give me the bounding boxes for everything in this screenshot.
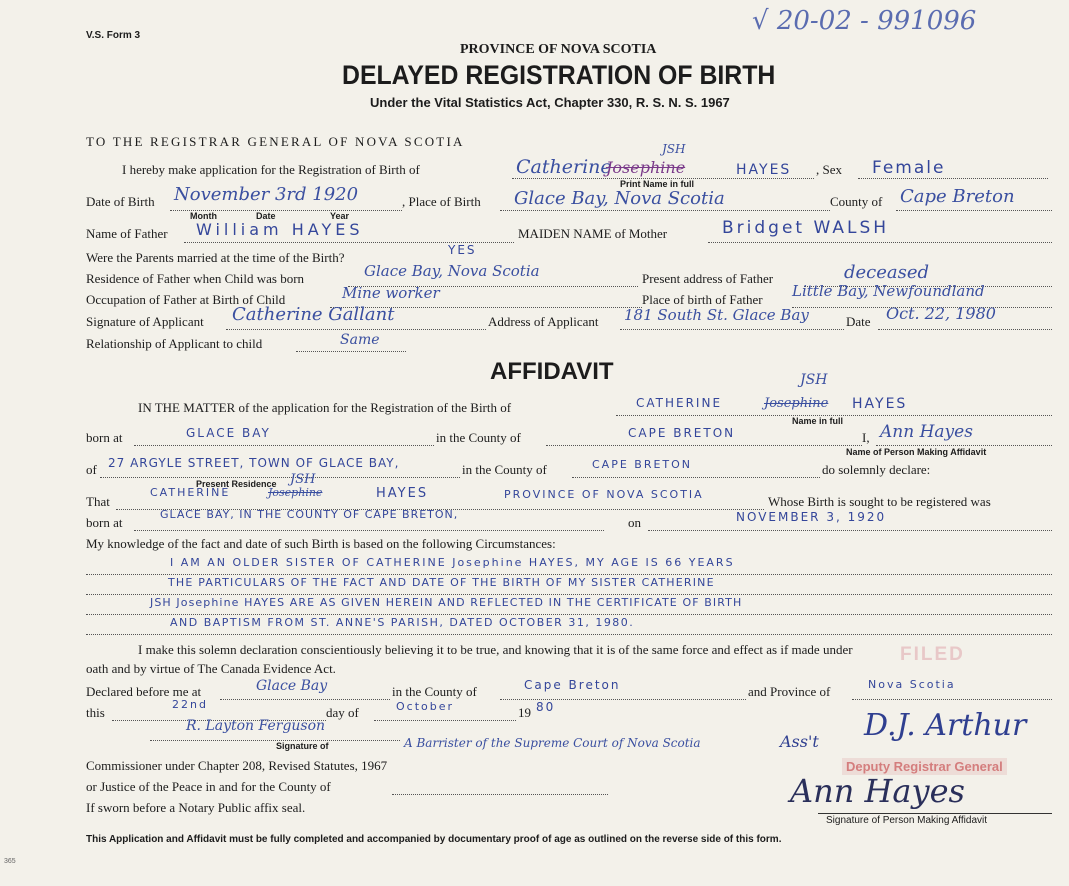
knowledge-label: My knowledge of the fact and date of such Birth is based on the following Circumstances:	[86, 536, 556, 551]
that-initials: JSH	[290, 472, 316, 487]
county-of-label: in the County of	[436, 430, 521, 445]
corner-code: 365	[4, 858, 16, 865]
pob-label: , Place of Birth	[402, 194, 481, 209]
occupation-value: Mine worker	[342, 284, 440, 302]
circumstance-line-3: JSH Josephine HAYES ARE AS GIVEN HEREIN AND REFLECTED IN THE CERTIFICATE OF BIRTH	[150, 596, 743, 609]
born-at-label-2: born at	[86, 515, 123, 530]
child-middle-name: Josephine	[606, 158, 686, 177]
barrister-note: A Barrister of the Supreme Court of Nova Scotia	[404, 736, 701, 750]
relationship-label: Relationship of Applicant to child	[86, 336, 263, 351]
declared-county: Cape Breton	[524, 678, 621, 692]
present-address-value: deceased	[844, 262, 930, 283]
that-label: That	[86, 494, 110, 509]
county-of-label-2: in the County of	[462, 462, 547, 477]
married-value: YES	[448, 243, 477, 257]
affidavit-child-first: CATHERINE	[636, 396, 723, 410]
residence-label: Residence of Father when Child was born	[86, 271, 305, 286]
assistant-note: Ass't	[780, 732, 819, 751]
applicant-address-label: Address of Applicant	[488, 314, 599, 329]
month-note: Month	[190, 211, 217, 221]
year-note: Year	[330, 211, 350, 221]
affidavit-child-initials: JSH	[800, 372, 828, 388]
sex-value: Female	[872, 158, 946, 178]
born-at-label: born at	[86, 430, 123, 445]
addressee: TO THE REGISTRAR GENERAL OF NOVA SCOTIA	[86, 134, 465, 149]
county-of-label-3: in the County of	[392, 684, 477, 699]
county-value: Cape Breton	[900, 186, 1015, 207]
deponent-residence: 27 ARGYLE STREET, TOWN OF GLACE BAY,	[108, 456, 400, 470]
dob-value: November 3rd 1920	[174, 184, 359, 205]
deponent-note: Name of Person Making Affidavit	[846, 447, 987, 457]
day-value: 22nd	[172, 698, 208, 711]
day-of-label: day of	[326, 705, 359, 720]
deponent-name: Ann Hayes	[880, 422, 973, 442]
father-value: William HAYES	[196, 220, 364, 239]
solemn-line-1: I make this solemn declaration conscientiously believing it to be true, and knowing that it is of the same force and effect as if made under	[138, 642, 853, 657]
applicant-signature: Catherine Gallant	[232, 304, 395, 325]
on-label: on	[628, 515, 641, 530]
residence-note: Present Residence	[196, 479, 277, 489]
date-note: Date	[256, 211, 276, 221]
birth-date-value: NOVEMBER 3, 1920	[736, 510, 887, 524]
of-label: of	[86, 462, 97, 477]
whose-birth-text: Whose Birth is sought to be registered was	[768, 494, 991, 509]
father-pob-label: Place of birth of Father	[642, 292, 763, 307]
dob-label: Date of Birth	[86, 194, 155, 209]
declared-label: Declared before me at	[86, 684, 202, 699]
this-label: this	[86, 705, 105, 720]
mother-value: Bridget WALSH	[722, 218, 890, 238]
solemn-line-2: oath and by virtue of The Canada Evidence Act.	[86, 661, 336, 676]
matter-label: IN THE MATTER of the application for the Registration of the Birth of	[138, 400, 512, 415]
declare-text: do solemnly declare:	[822, 462, 931, 477]
circumstance-line-4: AND BAPTISM FROM ST. ANNE'S PARISH, DATED OCTOBER 31, 1980.	[170, 616, 635, 629]
date-value: Oct. 22, 1980	[886, 304, 996, 323]
year-prefix: 19	[518, 705, 531, 720]
occupation-label: Occupation of Father at Birth of Child	[86, 292, 286, 307]
province-of-label: and Province of	[748, 684, 831, 699]
circumstance-line-2: THE PARTICULARS OF THE FACT AND DATE OF THE BIRTH OF MY SISTER CATHERINE	[168, 576, 715, 589]
pob-value: Glace Bay, Nova Scotia	[514, 188, 725, 209]
child-last-name: HAYES	[736, 162, 792, 178]
affidavit-child-last: HAYES	[852, 396, 908, 412]
child-initials: JSH	[662, 142, 686, 156]
that-first: CATHERINE	[150, 486, 231, 499]
born-at-value: GLACE BAY	[186, 426, 271, 440]
signature-of-label: Signature of	[276, 741, 329, 751]
applicant-address-value: 181 South St. Glace Bay	[624, 306, 809, 324]
declared-at-value: Glace Bay	[256, 678, 328, 694]
that-last: HAYES	[376, 486, 429, 501]
circumstance-line-1: I AM AN OLDER SISTER OF CATHERINE Josephine HAYES, MY AGE IS 66 YEARS	[170, 556, 735, 569]
father-pob-value: Little Bay, Newfoundland	[792, 282, 985, 300]
date-label: Date	[846, 314, 871, 329]
commissioner-label: Commissioner under Chapter 208, Revised Statutes, 1967	[86, 758, 388, 773]
sex-label: , Sex	[816, 162, 842, 177]
mother-label: MAIDEN NAME of Mother	[518, 226, 668, 241]
application-intro: I hereby make application for the Registration of Birth of	[122, 162, 420, 177]
filed-stamp: FILED	[900, 644, 965, 665]
that-province: PROVINCE OF NOVA SCOTIA	[504, 488, 704, 501]
deputy-registrar-stamp: Deputy Registrar General	[842, 758, 1007, 775]
deponent-signature-label: Signature of Person Making Affidavit	[826, 815, 988, 826]
father-label: Name of Father	[86, 226, 168, 241]
affidavit-child-middle: Josephine	[764, 396, 829, 411]
county-label: County of	[830, 194, 883, 209]
province-heading: PROVINCE OF NOVA SCOTIA	[460, 42, 657, 57]
married-label: Were the Parents married at the time of the Birth?	[86, 250, 345, 265]
form-number: V.S. Form 3	[86, 30, 141, 41]
deponent-signature: Ann Hayes	[790, 772, 965, 810]
that-middle: Josephine	[268, 486, 323, 499]
child-first-name: Catherine	[516, 156, 612, 178]
print-name-note: Print Name in full	[620, 179, 695, 189]
affidavit-heading: AFFIDAVIT	[490, 358, 614, 385]
present-address-label: Present address of Father	[642, 271, 774, 286]
commissioner-signature: R. Layton Ferguson	[186, 718, 326, 734]
notary-label: If sworn before a Notary Public affix seal.	[86, 800, 306, 815]
footer-note: This Application and Affidavit must be fully completed and accompanied by documentary proof of age as outlined on the reverse side of this form.	[86, 834, 782, 845]
i-label: I,	[862, 430, 870, 445]
relationship-value: Same	[340, 332, 380, 348]
act-subtitle: Under the Vital Statistics Act, Chapter 330, R. S. N. S. 1967	[370, 95, 730, 110]
month-value: October	[396, 700, 455, 713]
justice-label: or Justice of the Peace in and for the County of	[86, 779, 331, 794]
affidavit-county: CAPE BRETON	[628, 426, 736, 440]
year-value: 80	[536, 700, 556, 714]
affidavit-county-2: CAPE BRETON	[592, 458, 693, 471]
residence-value: Glace Bay, Nova Scotia	[364, 262, 540, 280]
name-in-full-note: Name in full	[792, 416, 844, 426]
form-title: DELAYED REGISTRATION OF BIRTH	[342, 60, 776, 90]
declared-province: Nova Scotia	[868, 678, 956, 691]
signature-label: Signature of Applicant	[86, 314, 204, 329]
registration-number: √ 20-02 - 991096	[752, 6, 977, 36]
born-at-value-2: GLACE BAY, IN THE COUNTY OF CAPE BRETON,	[160, 508, 459, 521]
deputy-signature: D.J. Arthur	[864, 708, 1027, 743]
